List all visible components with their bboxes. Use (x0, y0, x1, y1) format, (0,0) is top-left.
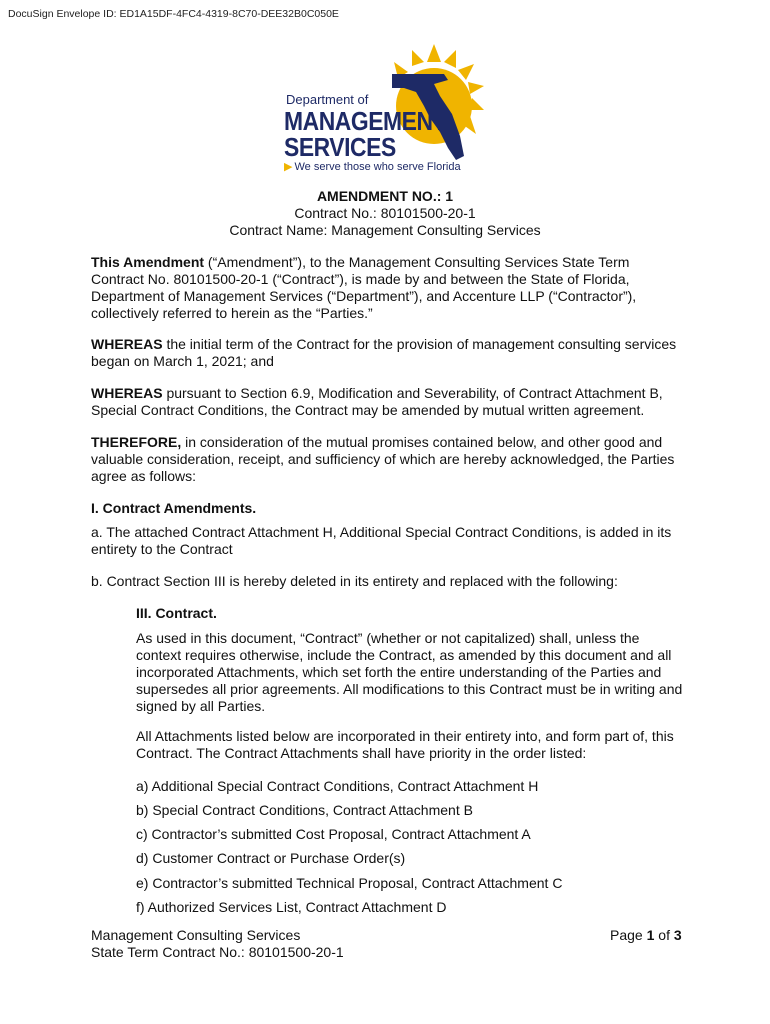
dms-logo (284, 44, 484, 178)
logo-services-text: SERVICES (284, 132, 396, 162)
whereas-lead-2: WHEREAS (91, 385, 163, 401)
attachment-list-item: e) Contractor’s submitted Technical Proposal, Contract Attachment C (136, 875, 563, 891)
footer-line-2: State Term Contract No.: 80101500-20-1 (91, 944, 344, 960)
amendment-title: AMENDMENT NO.: 1 (316, 188, 454, 204)
page-label: Page (610, 927, 643, 943)
intro-paragraph (91, 254, 681, 322)
current-page: 1 (646, 927, 655, 943)
whereas-text-2: pursuant to Section 6.9, Modification and Severability, of Contract Attachment B, Special Contract Conditions, the Contract may be amended by mutual written agreement. (91, 385, 663, 418)
section-1-heading: I. Contract Amendments. (91, 500, 257, 516)
contract-number: Contract No.: 80101500-20-1 (294, 205, 476, 221)
amendment-item-a: a. The attached Contract Attachment H, Additional Special Contract Conditions, is added in its entirety to the Contract (91, 524, 672, 557)
whereas-lead-1: WHEREAS (91, 336, 163, 352)
of-label: of (658, 927, 670, 943)
logo-department-text: Department of (286, 92, 369, 107)
play-arrow-icon: ▶ (284, 161, 293, 173)
attachment-list-item: f) Authorized Services List, Contract Attachment D (136, 899, 447, 915)
therefore-lead: THEREFORE, (91, 434, 182, 450)
footer-contract-info (91, 927, 344, 961)
attachment-list-item: d) Customer Contract or Purchase Order(s) (136, 850, 406, 866)
logo-tagline-text: We serve those who serve Florida (294, 161, 461, 173)
attachment-list-item: a) Additional Special Contract Conditions, Contract Attachment H (136, 778, 539, 794)
intro-text: (“Amendment”), to the Management Consulting Services State Term Contract No. 80101500-20-1 (“Contract”), is made by and between the State of Florida, Department of Management Services (“Department”), and Accenture LLP (“Contractor”), collectively referred to herein as the “Parties.” (91, 254, 637, 321)
logo-tagline (284, 160, 461, 173)
attachment-list-item: c) Contractor’s submitted Cost Proposal, Contract Attachment A (136, 826, 531, 842)
therefore-paragraph (91, 434, 681, 485)
therefore-text: in consideration of the mutual promises contained below, and other good and valuable consideration, receipt, and sufficiency of which are hereby acknowledged, the Parties agree as follows: (91, 434, 675, 484)
contract-name: Contract Name: Management Consulting Services (229, 222, 541, 238)
logo-management-text: MANAGEMENT (284, 106, 447, 136)
page-number (610, 927, 682, 943)
section-3-paragraph-2: All Attachments listed below are incorporated in their entirety into, and form part of, this Contract. The Contract Attachments shall have priority in the order listed: (136, 728, 674, 761)
total-pages: 3 (673, 927, 682, 943)
section-3-heading: III. Contract. (136, 605, 217, 621)
footer-line-1: Management Consulting Services (91, 927, 301, 943)
whereas-text-1: the initial term of the Contract for the provision of management consulting services began on March 1, 2021; and (91, 336, 677, 369)
section-3-paragraph-1: As used in this document, “Contract” (whether or not capitalized) shall, unless the context requires otherwise, include the Contract, as amended by this document and all incorporated Attachments, which set forth the entire understanding of the Parties and supersedes all prior agreements. All modifications to this Contract must be in writing and signed by all Parties. (136, 630, 683, 714)
amendment-item-b: b. Contract Section III is hereby deleted in its entirety and replaced with the following: (91, 573, 618, 589)
intro-lead: This Amendment (91, 254, 205, 270)
envelope-id: DocuSign Envelope ID: ED1A15DF-4FC4-4319-8C70-DEE32B0C050E (8, 8, 339, 20)
whereas-paragraph-2 (91, 385, 681, 419)
attachment-list-item: b) Special Contract Conditions, Contract Attachment B (136, 802, 473, 818)
whereas-paragraph-1 (91, 336, 681, 370)
